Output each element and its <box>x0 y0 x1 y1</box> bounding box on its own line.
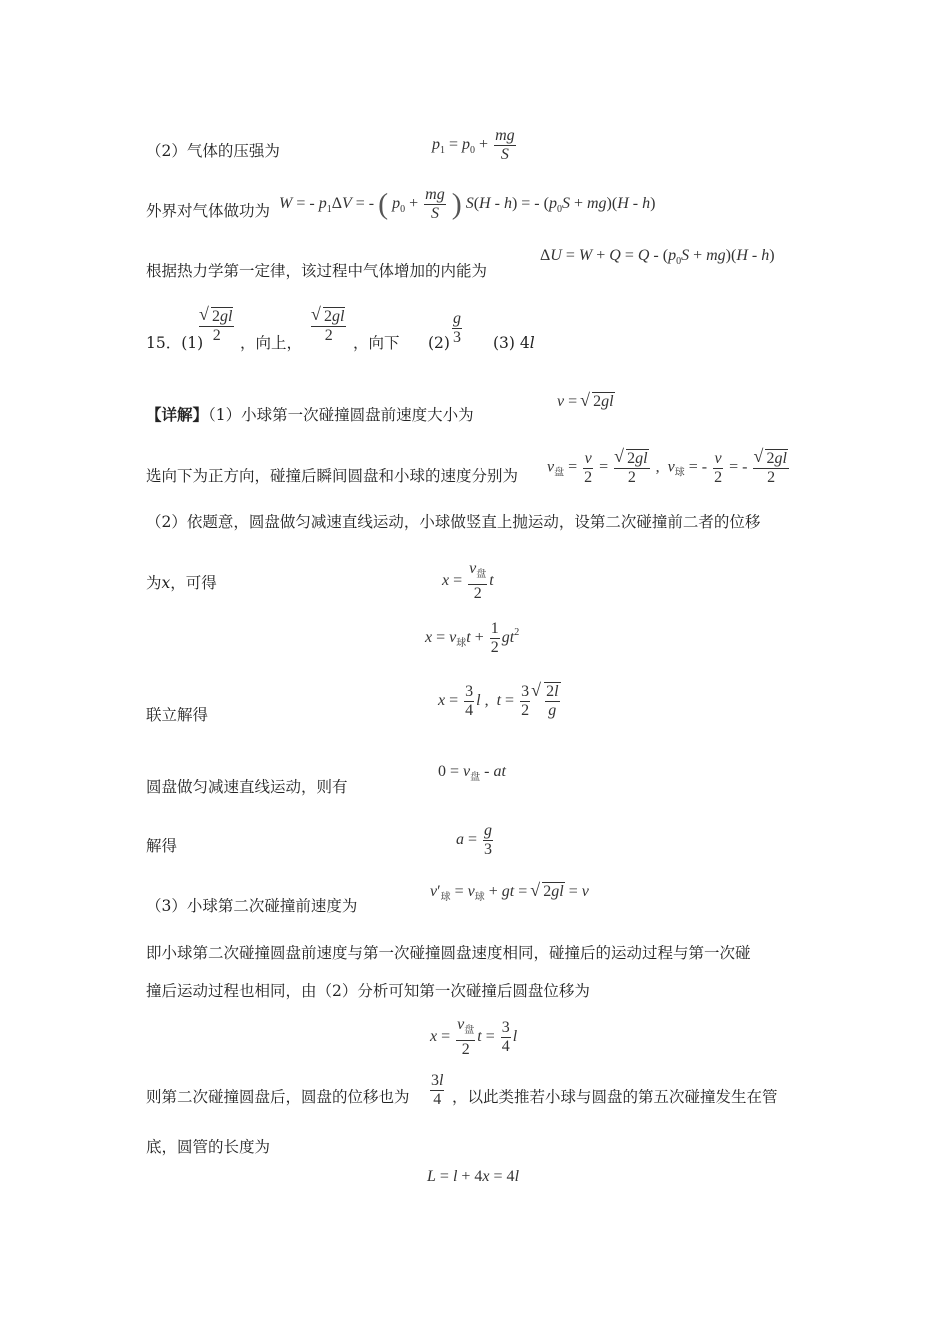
second-collision-equation: $v'_球 = v_球$ + gt = √ 2gl = v <box>430 882 589 908</box>
answer-15-p3: (3) 4l <box>493 334 535 352</box>
fifth-collision-text: ，以此类推若小球与圆盘的第五次碰撞发生在管 <box>452 1088 778 1106</box>
second-disk-displacement-fraction: $\frac{3l}{4}$ <box>431 1072 444 1108</box>
ball-displacement-equation: $x = v_球t$ + $\frac{1}{2}$ $gt^2$ <box>425 620 520 656</box>
answer-15-down: ，向下 <box>353 334 400 352</box>
answer-15-g3: $\frac{g}{3}$ <box>453 310 461 346</box>
second-collision-label: （3）小球第二次碰撞前速度为 <box>146 897 358 915</box>
answer-15-up: ，向上， <box>240 334 303 352</box>
first-disk-displacement-equation: x = $\frac{v_盘}{2}$ t = $\frac{3}{4}$ l <box>430 1016 518 1058</box>
part2-intro: （2）依题意，圆盘做匀减速直线运动，小球做竖直上抛运动，设第二次碰撞前二者的位移 <box>146 513 761 531</box>
part3-text-2: 撞后运动过程也相同，由（2）分析可知第一次碰撞后圆盘位移为 <box>146 982 590 1000</box>
answer-15-v-ball: √ $\frac{2gl}{2}$ <box>309 307 348 345</box>
first-velocity-equation: v = √ 2gl <box>557 392 615 412</box>
part3-text-1: 即小球第二次碰撞圆盘前速度与第一次碰撞圆盘速度相同，碰撞后的运动过程与第一次碰 <box>146 944 751 962</box>
internal-energy-label: 根据热力学第一定律，该过程中气体增加的内能为 <box>146 262 488 280</box>
tube-length-label: 底，圆管的长度为 <box>146 1138 271 1156</box>
deceleration-label: 圆盘做匀减速直线运动，则有 <box>146 778 348 796</box>
answer-15-v-disk: √ $\frac{2gl}{2}$ <box>197 307 236 345</box>
detail-heading: 【详解】（1）小球第一次碰撞圆盘前速度大小为 <box>146 405 474 424</box>
displacement-label: 为x，可得 <box>146 574 217 592</box>
work-label: 外界对气体做功为 <box>146 202 271 220</box>
work-equation: W = - $p_1\Delta V$ = - ( $p_0$ + $\frac{mg}{S}$ ) S(H - h) = - $(p_0S + mg)(H - h)$ <box>279 186 656 222</box>
second-disk-displacement-label: 则第二次碰撞圆盘后，圆盘的位移也为 <box>146 1088 410 1106</box>
disk-displacement-equation: x = $\frac{v_盘}{2}$ t <box>442 560 494 602</box>
after-collision-label: 选向下为正方向，碰撞后瞬间圆盘和小球的速度分别为 <box>146 467 519 485</box>
combined-solution-equation: x = $\frac{3}{4}$ l , t = $\frac{3}{2}$ √ $\frac{2l}{g}$ <box>438 682 561 720</box>
after-collision-equation: $v_盘$ = $\frac{v}{2}$ = √ $\frac{2gl}{2}$ , $v_球$ = - $\frac{v}{2}$ = - √ $\frac{2gl}{2}$ <box>547 449 791 487</box>
deceleration-equation: $0 = v_盘$ - at <box>438 763 506 783</box>
internal-energy-equation: $\Delta U = W + Q = Q - (p_0S + mg)(H - h)$ <box>540 247 775 267</box>
tube-length-equation: L = l + 4x = 4l <box>427 1168 520 1185</box>
combined-solve-label: 联立解得 <box>146 706 209 724</box>
acceleration-equation: a = $\frac{g}{3}$ <box>456 822 493 858</box>
answer-15-label: 15．(1) <box>146 334 204 352</box>
answer-15-p2: (2) <box>428 334 450 352</box>
pressure-label: （2）气体的压强为 <box>146 142 280 160</box>
pressure-equation: $p_1 = p_0$ + $\frac{mg}{S}$ <box>432 127 515 163</box>
acceleration-label: 解得 <box>146 837 178 855</box>
